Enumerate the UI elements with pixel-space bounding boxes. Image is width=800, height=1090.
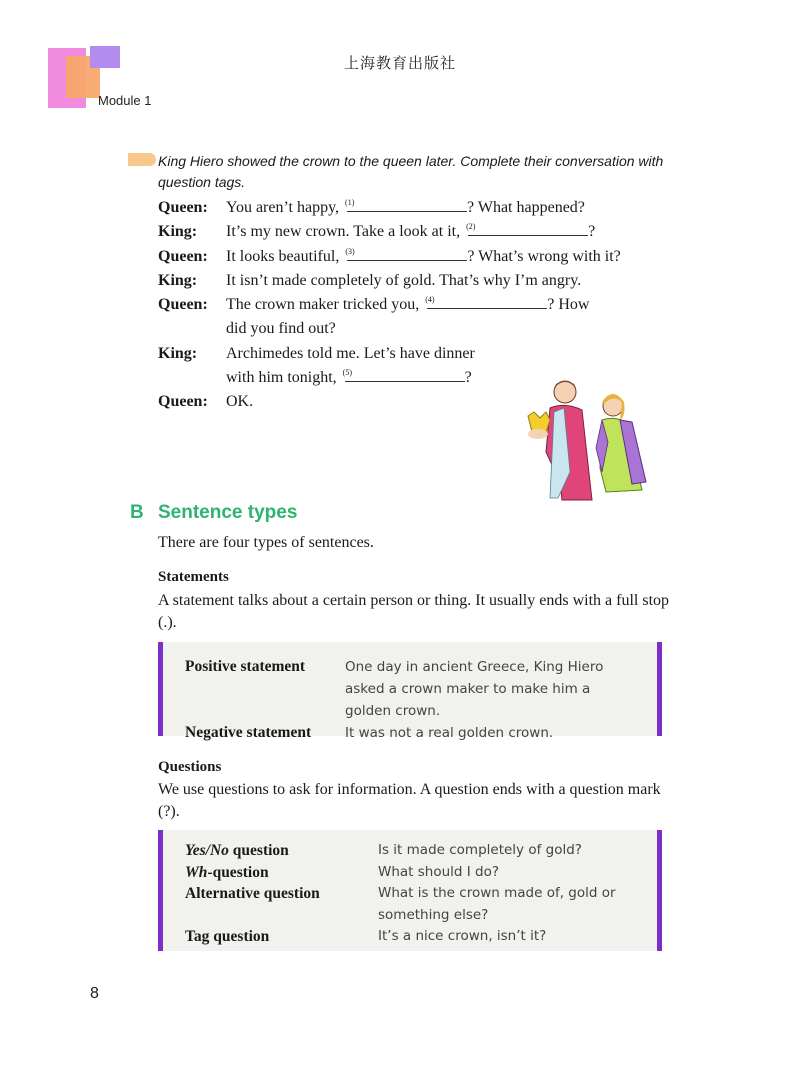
speaker: King: xyxy=(158,271,198,289)
box-row xyxy=(185,840,657,862)
answer-blank[interactable]: (1) xyxy=(347,197,467,212)
box-row xyxy=(185,862,657,884)
term: Negative statement xyxy=(185,724,312,741)
example: It was not a real golden crown. xyxy=(345,725,554,741)
term: Tag question xyxy=(185,928,270,945)
king-queen-illustration xyxy=(510,372,660,502)
questions-box xyxy=(158,830,662,951)
term: Yes/No question xyxy=(185,842,289,859)
questions-heading: Questions xyxy=(158,759,222,775)
statements-heading: Statements xyxy=(158,569,229,585)
section-heading: B Sentence types xyxy=(130,502,298,523)
dialogue-line xyxy=(158,269,658,293)
answer-blank[interactable]: (4) xyxy=(427,294,547,309)
speech: Archimedes told me. Let’s have dinner with him tonight, (5) ? xyxy=(226,344,475,387)
term: Wh-question xyxy=(185,863,269,881)
speaker: Queen: xyxy=(158,247,208,265)
dialogue-line xyxy=(158,196,658,220)
speaker: King: xyxy=(158,223,198,241)
speaker: Queen: xyxy=(158,199,208,216)
statements-box xyxy=(158,642,662,741)
section-intro: There are four types of sentences. xyxy=(158,534,374,551)
speech: It looks beautiful, (3) ? What’s wrong with it? xyxy=(226,246,621,265)
box-row xyxy=(185,656,657,722)
example: What should I do? xyxy=(378,863,500,880)
example: One day in ancient Greece, King Hiero asked a crown maker to make him a golden crown. xyxy=(345,659,604,719)
page-number: 8 xyxy=(90,985,99,1002)
dialogue-line xyxy=(158,293,658,342)
box-row xyxy=(185,883,657,926)
term: Alternative question xyxy=(185,885,320,902)
statements-description: A statement talks about a certain person or thing. It usually ends with a full stop (.). xyxy=(158,592,670,631)
speaker: Queen: xyxy=(158,393,208,411)
example: It’s a nice crown, isn’t it? xyxy=(378,928,547,944)
exercise-instruction: King Hiero showed the crown to the queen later. Complete their conversation with question tags. xyxy=(158,153,664,190)
questions-description: We use questions to ask for information. A question ends with a question mark (?). xyxy=(158,781,661,820)
publisher-name: 上海教育出版社 xyxy=(343,54,456,72)
answer-blank[interactable]: (5) xyxy=(345,367,465,382)
dialogue-line xyxy=(158,220,658,244)
example: Is it made completely of gold? xyxy=(378,842,582,858)
answer-blank[interactable]: (3) xyxy=(347,246,467,261)
speech: OK. xyxy=(226,393,254,411)
dialogue-line xyxy=(158,245,658,269)
box-row xyxy=(185,722,657,744)
answer-blank[interactable]: (2) xyxy=(468,221,588,236)
speaker: King: xyxy=(158,344,198,362)
example: What is the crown made of, gold or something else? xyxy=(378,885,616,923)
box-row xyxy=(185,926,657,948)
speech: It’s my new crown. Take a look at it, (2) ? xyxy=(226,222,596,241)
speech: You aren’t happy, (1) ? What happened? xyxy=(226,198,585,216)
speaker: Queen: xyxy=(158,296,208,314)
speech: It isn’t made completely of gold. That’s why I’m angry. xyxy=(226,271,582,289)
term: Positive statement xyxy=(185,658,306,675)
exercise-marker-icon xyxy=(128,153,156,166)
speech: The crown maker tricked you, (4) ? How did you find out? xyxy=(226,295,590,338)
module-label: Module 1 xyxy=(98,93,152,108)
